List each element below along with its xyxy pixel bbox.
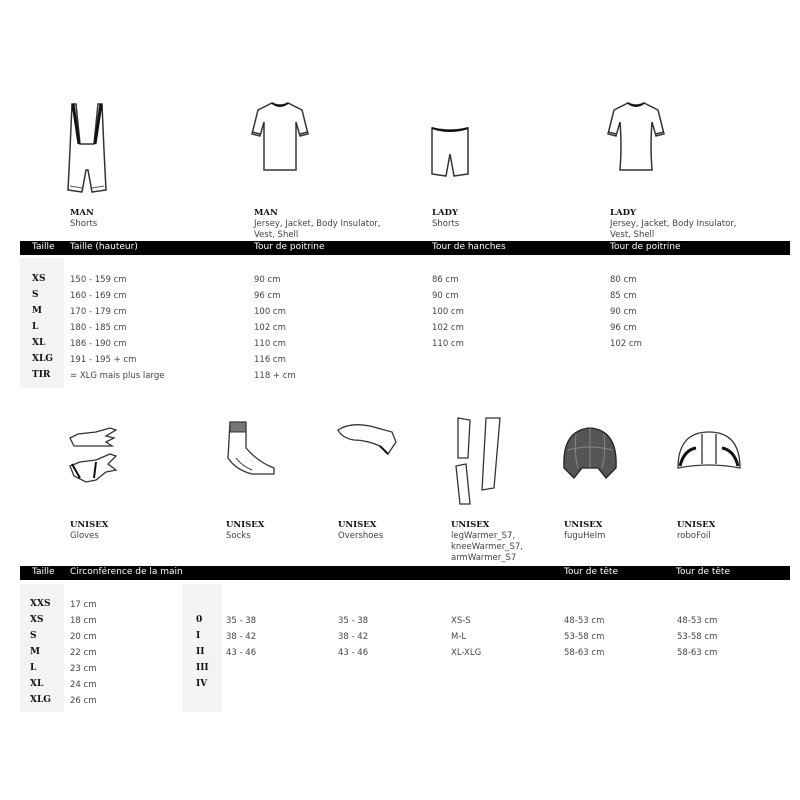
category-robofoil: UNISEX roboFoil [677, 520, 716, 541]
man-chest-value: 100 cm [254, 307, 286, 317]
fuguhelm-icon [560, 424, 620, 482]
height-value: 160 - 169 cm [70, 291, 127, 301]
socks-value: 43 - 46 [226, 648, 257, 658]
category-man-jersey: MAN Jersey, Jacket, Body Insulator, Vest, Shell [254, 208, 381, 240]
man-chest-value: 102 cm [254, 323, 286, 333]
warmers-value: M-L [451, 632, 467, 642]
category-overshoes: UNISEX Overshoes [338, 520, 384, 541]
lady-hips-value: 86 cm [432, 275, 459, 285]
roman-size-label: 0 [196, 615, 203, 625]
size-label: S [32, 290, 39, 300]
lady-chest-value: 96 cm [610, 323, 637, 333]
lady-hips-value: 102 cm [432, 323, 464, 333]
warmers-value: XS-S [451, 616, 471, 626]
size-label: XS [32, 274, 46, 284]
roman-size-label: I [196, 631, 201, 641]
lady-chest-value: 80 cm [610, 275, 637, 285]
glove-circumference-value: 20 cm [70, 632, 97, 642]
glove-circumference-value: 23 cm [70, 664, 97, 674]
overshoes-icon [336, 420, 398, 460]
size-label: M [32, 306, 42, 316]
glove-size-label: S [30, 631, 37, 641]
height-value: = XLG mais plus large [70, 371, 165, 381]
size-label: TIR [32, 370, 51, 380]
man-chest-value: 118 + cm [254, 371, 296, 381]
warmers-icon [452, 414, 512, 508]
socks-icon [222, 418, 278, 478]
lady-chest-value: 102 cm [610, 339, 642, 349]
fuguhelm-value: 58-63 cm [564, 648, 605, 658]
header-man-chest: Tour de poitrine [254, 242, 325, 252]
man-chest-value: 110 cm [254, 339, 286, 349]
glove-size-label: XLG [30, 695, 51, 705]
lady-shorts-icon [430, 124, 470, 178]
header-height: Taille (hauteur) [70, 242, 138, 252]
glove-size-label: XL [30, 679, 44, 689]
category-lady-jersey: LADY Jersey, Jacket, Body Insulator, Vest, Shell [610, 208, 737, 240]
jersey-man-icon [250, 100, 310, 174]
lady-chest-value: 90 cm [610, 307, 637, 317]
glove-size-label: XXS [30, 599, 51, 609]
glove-circumference-value: 17 cm [70, 600, 97, 610]
category-gloves: UNISEX Gloves [70, 520, 109, 541]
glove-circumference-value: 22 cm [70, 648, 97, 658]
category-fuguhelm: UNISEX fuguHelm [564, 520, 606, 541]
header-lady-chest: Tour de poitrine [610, 242, 681, 252]
size-label: XLG [32, 354, 53, 364]
height-value: 170 - 179 cm [70, 307, 127, 317]
bib-shorts-icon [64, 100, 110, 196]
category-lady-shorts: LADY Shorts [432, 208, 460, 229]
lady-hips-value: 100 cm [432, 307, 464, 317]
overshoes-value: 35 - 38 [338, 616, 369, 626]
socks-value: 38 - 42 [226, 632, 257, 642]
lady-chest-value: 85 cm [610, 291, 637, 301]
fuguhelm-value: 53-58 cm [564, 632, 605, 642]
robofoil-value: 53-58 cm [677, 632, 718, 642]
gloves-icon [66, 424, 122, 488]
height-value: 186 - 190 cm [70, 339, 127, 349]
jersey-lady-icon [606, 100, 666, 174]
header-size: Taille [32, 242, 55, 252]
category-warmers: UNISEX legWarmer_S7, kneeWarmer_S7, armWarmer_S7 [451, 520, 523, 563]
height-value: 191 - 195 + cm [70, 355, 137, 365]
fuguhelm-value: 48-53 cm [564, 616, 605, 626]
category-socks: UNISEX Socks [226, 520, 265, 541]
glove-circumference-value: 24 cm [70, 680, 97, 690]
lady-hips-value: 110 cm [432, 339, 464, 349]
glove-circumference-value: 26 cm [70, 696, 97, 706]
warmers-value: XL-XLG [451, 648, 482, 658]
header-lady-hips: Tour de hanches [432, 242, 506, 252]
header-head-fuguhelm: Tour de tête [564, 567, 618, 577]
header-size: Taille [32, 567, 55, 577]
bottom-header-bar [20, 566, 790, 580]
size-label: XL [32, 338, 46, 348]
lady-hips-value: 90 cm [432, 291, 459, 301]
robofoil-value: 58-63 cm [677, 648, 718, 658]
man-chest-value: 90 cm [254, 275, 281, 285]
glove-size-label: XS [30, 615, 44, 625]
header-hand-circumference: Circonférence de la main [70, 567, 183, 577]
man-chest-value: 96 cm [254, 291, 281, 301]
overshoes-value: 43 - 46 [338, 648, 369, 658]
category-man-shorts: MAN Shorts [70, 208, 98, 229]
roman-size-label: IV [196, 679, 208, 689]
top-header-bar [20, 241, 790, 255]
height-value: 180 - 185 cm [70, 323, 127, 333]
height-value: 150 - 159 cm [70, 275, 127, 285]
overshoes-value: 38 - 42 [338, 632, 369, 642]
size-label: L [32, 322, 39, 332]
robofoil-value: 48-53 cm [677, 616, 718, 626]
header-head-robofoil: Tour de tête [676, 567, 730, 577]
socks-value: 35 - 38 [226, 616, 257, 626]
roman-size-label: III [196, 663, 209, 673]
robofoil-icon [674, 428, 744, 478]
roman-size-label: II [196, 647, 205, 657]
glove-size-label: L [30, 663, 37, 673]
glove-size-label: M [30, 647, 40, 657]
glove-circumference-value: 18 cm [70, 616, 97, 626]
man-chest-value: 116 cm [254, 355, 286, 365]
